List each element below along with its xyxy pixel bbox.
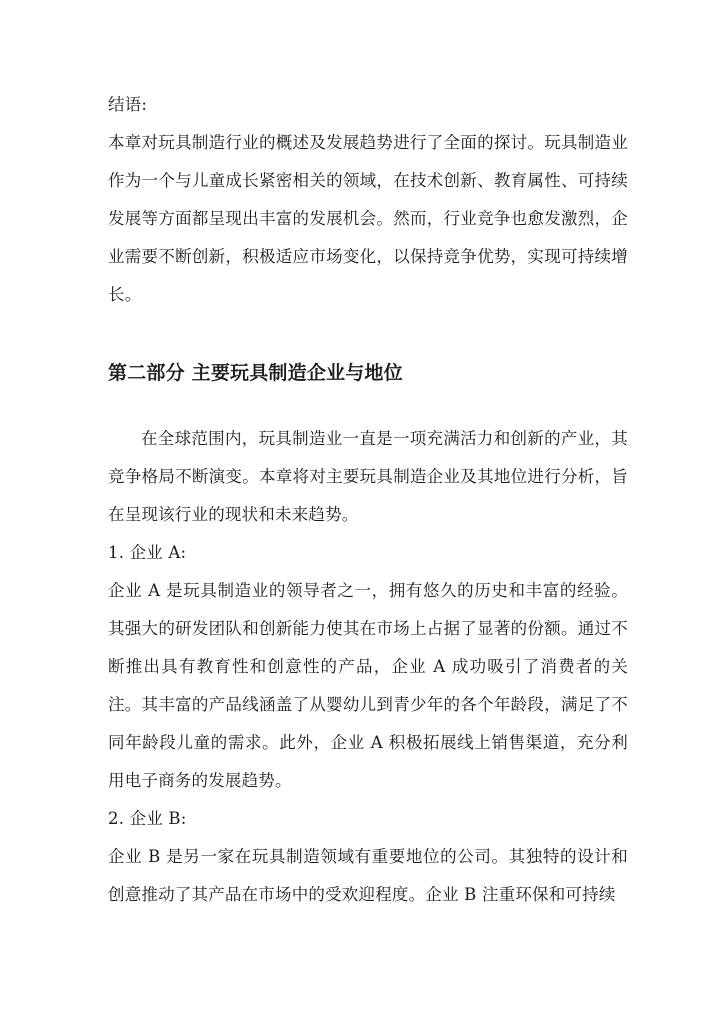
company-b-paragraph: 企业 B 是另一家在玩具制造领域有重要地位的公司。其独特的设计和创意推动了其产品在市场中的受欢迎程度。企业 B 注重环保和可持续 [108, 847, 628, 904]
company-a-heading: 1. 企业 A: [108, 543, 187, 562]
section-spacer [108, 314, 628, 354]
intro-paragraph: 在全球范围内，玩具制造业一直是一项充满活力和创新的产业，其竞争格局不断演变。本章将对主要玩具制造企业及其地位进行分析，旨在呈现该行业的现状和未来趋势。 [108, 429, 628, 524]
conclusion-paragraph: 本章对玩具制造行业的概述及发展趋势进行了全面的探讨。玩具制造业作为一个与儿童成长紧密相关的领域，在技术创新、教育属性、可持续发展等方面都呈现出丰富的发展机会。然而，行业竞争也愈发激烈，企业需要不断创新，积极适应市场变化，以保持竞争优势，实现可持续增长。 [108, 133, 628, 304]
section-heading: 第二部分 主要玩具制造企业与地位 [108, 362, 403, 384]
company-a-paragraph: 企业 A 是玩具制造业的领导者之一，拥有悠久的历史和丰富的经验。其强大的研发团队和创新能力使其在市场上占据了显著的份额。通过不断推出具有教育性和创意性的产品，企业 A 成功吸引了消费者的关注。其丰富的产品线涵盖了从婴幼儿到青少年的各个年龄段，满足了不同年龄段儿童的需求。此外，企业 A 积极拓展线上销售渠道，充分利用电子商务的发展趋势。 [108, 581, 628, 790]
heading-spacer [108, 392, 628, 420]
conclusion-label: 结语: [108, 95, 148, 114]
document-body [108, 86, 628, 914]
company-b-heading: 2. 企业 B: [108, 809, 187, 828]
